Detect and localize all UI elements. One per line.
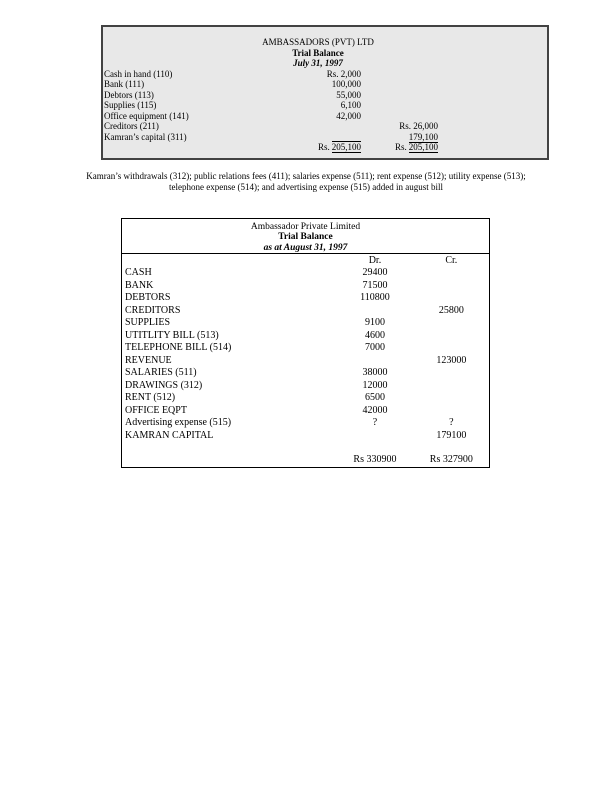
table-row <box>103 111 547 122</box>
table-row <box>122 405 489 418</box>
table-row <box>103 69 547 80</box>
table-row <box>122 392 489 405</box>
cr-column-header: Cr. <box>445 255 458 266</box>
table2-column-headers <box>122 254 489 267</box>
table-row <box>122 280 489 293</box>
credit-amount <box>361 79 438 90</box>
table2-company-title: Ambassador Private Limited <box>250 222 361 232</box>
debit-amount: 12000 <box>362 379 388 391</box>
credit-amount <box>361 111 438 122</box>
account-label: DEBTORS <box>125 292 171 303</box>
credit-amount <box>414 292 489 305</box>
table2-date: as at August 31, 1997 <box>263 242 348 253</box>
debit-amount: 6500 <box>364 392 385 403</box>
debit-amount <box>336 430 413 443</box>
table-row <box>103 100 547 111</box>
table-row <box>122 317 489 330</box>
debit-amount: 71500 <box>362 279 388 291</box>
debit-amount: 7000 <box>364 342 385 353</box>
account-label: Office equipment (141) <box>104 110 189 121</box>
debit-amount <box>254 121 361 132</box>
credit-amount: 179100 <box>436 429 467 441</box>
total-credit: Rs 327900 <box>429 454 473 465</box>
account-label: RENT (512) <box>125 392 176 403</box>
credit-amount <box>414 342 489 355</box>
table1-company-title: AMBASSADORS (PVT) LTD <box>262 37 374 47</box>
credit-amount <box>361 100 438 111</box>
debit-amount: 29400 <box>362 267 388 278</box>
debit-amount: 55,000 <box>336 89 361 100</box>
credit-amount <box>414 280 489 293</box>
total-debit: Rs. 205,100 <box>317 142 361 152</box>
table-row <box>122 367 489 380</box>
debit-amount: 6,100 <box>340 100 361 110</box>
debit-amount: 38000 <box>362 367 388 378</box>
table-row <box>122 267 489 280</box>
table-row <box>122 355 489 368</box>
table-row <box>103 90 547 101</box>
credit-amount <box>414 330 489 343</box>
table-row <box>103 121 547 132</box>
debit-amount: ? <box>372 417 378 428</box>
credit-amount <box>361 69 438 80</box>
table-row <box>122 380 489 393</box>
table1-totals-row <box>103 142 547 153</box>
table2-header <box>122 219 489 254</box>
credit-amount: 123000 <box>436 354 467 366</box>
debit-amount: 4600 <box>364 329 385 341</box>
account-label: Creditors (211) <box>104 121 159 131</box>
table-row <box>122 417 489 430</box>
row-filler <box>438 111 547 122</box>
account-label: Kamran’s capital (311) <box>104 131 187 142</box>
credit-amount <box>414 317 489 330</box>
account-label: Bank (111) <box>104 79 145 89</box>
table-row <box>122 305 489 318</box>
credit-amount: Rs. 26,000 <box>399 121 438 131</box>
row-filler <box>438 90 547 101</box>
dr-column-header: Dr. <box>368 255 382 266</box>
table1-date: July 31, 1997 <box>293 58 343 68</box>
account-label: Cash in hand (110) <box>104 68 173 79</box>
trial-balance-august-table <box>121 218 490 468</box>
table-row <box>122 292 489 305</box>
debit-amount: 110800 <box>360 292 390 303</box>
debit-amount: 9100 <box>364 317 385 328</box>
debit-amount: 42,000 <box>336 110 361 121</box>
row-filler <box>438 79 547 90</box>
table1-subtitle: Trial Balance <box>292 47 344 58</box>
credit-amount <box>414 380 489 393</box>
debit-amount: 100,000 <box>331 79 361 89</box>
credit-amount <box>414 267 489 280</box>
account-label: SUPPLIES <box>125 317 171 328</box>
account-label: OFFICE EQPT <box>125 404 187 416</box>
debit-amount <box>336 305 413 318</box>
table2-rows <box>122 267 489 442</box>
credit-amount <box>414 392 489 405</box>
account-label: CASH <box>125 267 152 278</box>
account-label: TELEPHONE BILL (514) <box>125 342 232 353</box>
note-paragraph <box>0 171 612 192</box>
account-label: Advertising expense (515) <box>125 417 232 428</box>
row-filler <box>438 100 547 111</box>
table1-rows <box>103 69 547 143</box>
row-filler <box>438 132 547 143</box>
table2-subtitle: Trial Balance <box>278 232 333 243</box>
account-label: KAMRAN CAPITAL <box>125 429 214 441</box>
table-row <box>122 430 489 443</box>
total-debit: Rs 330900 <box>353 454 397 465</box>
table-row <box>103 132 547 143</box>
account-label: SALARIES (511) <box>125 367 197 378</box>
account-label: Supplies (115) <box>104 100 157 110</box>
note-line-2: telephone expense (514); and advertising expense (515) added in august bill <box>169 181 443 192</box>
table-row <box>122 330 489 343</box>
account-label: Debtors (113) <box>104 89 154 100</box>
trial-balance-july-table <box>101 25 549 160</box>
table-row <box>122 342 489 355</box>
debit-amount <box>336 355 413 368</box>
credit-amount: 25800 <box>438 304 464 316</box>
account-label: BANK <box>125 279 154 291</box>
account-label: REVENUE <box>125 354 172 366</box>
note-line-1: Kamran’s withdrawals (312); public relations fees (411); salaries expense (511); rent expense (512); utility expense (513); <box>86 171 526 181</box>
account-label: UTITLITY BILL (513) <box>125 329 219 341</box>
debit-amount: 42000 <box>362 404 388 416</box>
credit-amount <box>414 367 489 380</box>
credit-amount <box>361 90 438 101</box>
credit-amount: ? <box>449 417 454 428</box>
account-label: CREDITORS <box>125 304 181 316</box>
credit-amount: 179,100 <box>408 131 438 142</box>
debit-amount: Rs. 2,000 <box>326 68 361 79</box>
total-credit: Rs. 205,100 <box>394 142 438 152</box>
row-filler <box>438 121 547 132</box>
table2-totals-row <box>122 454 489 467</box>
account-label: DRAWINGS (312) <box>125 379 203 391</box>
table-row <box>103 79 547 90</box>
table1-header <box>103 37 547 69</box>
row-filler <box>438 69 547 80</box>
credit-amount <box>414 405 489 418</box>
